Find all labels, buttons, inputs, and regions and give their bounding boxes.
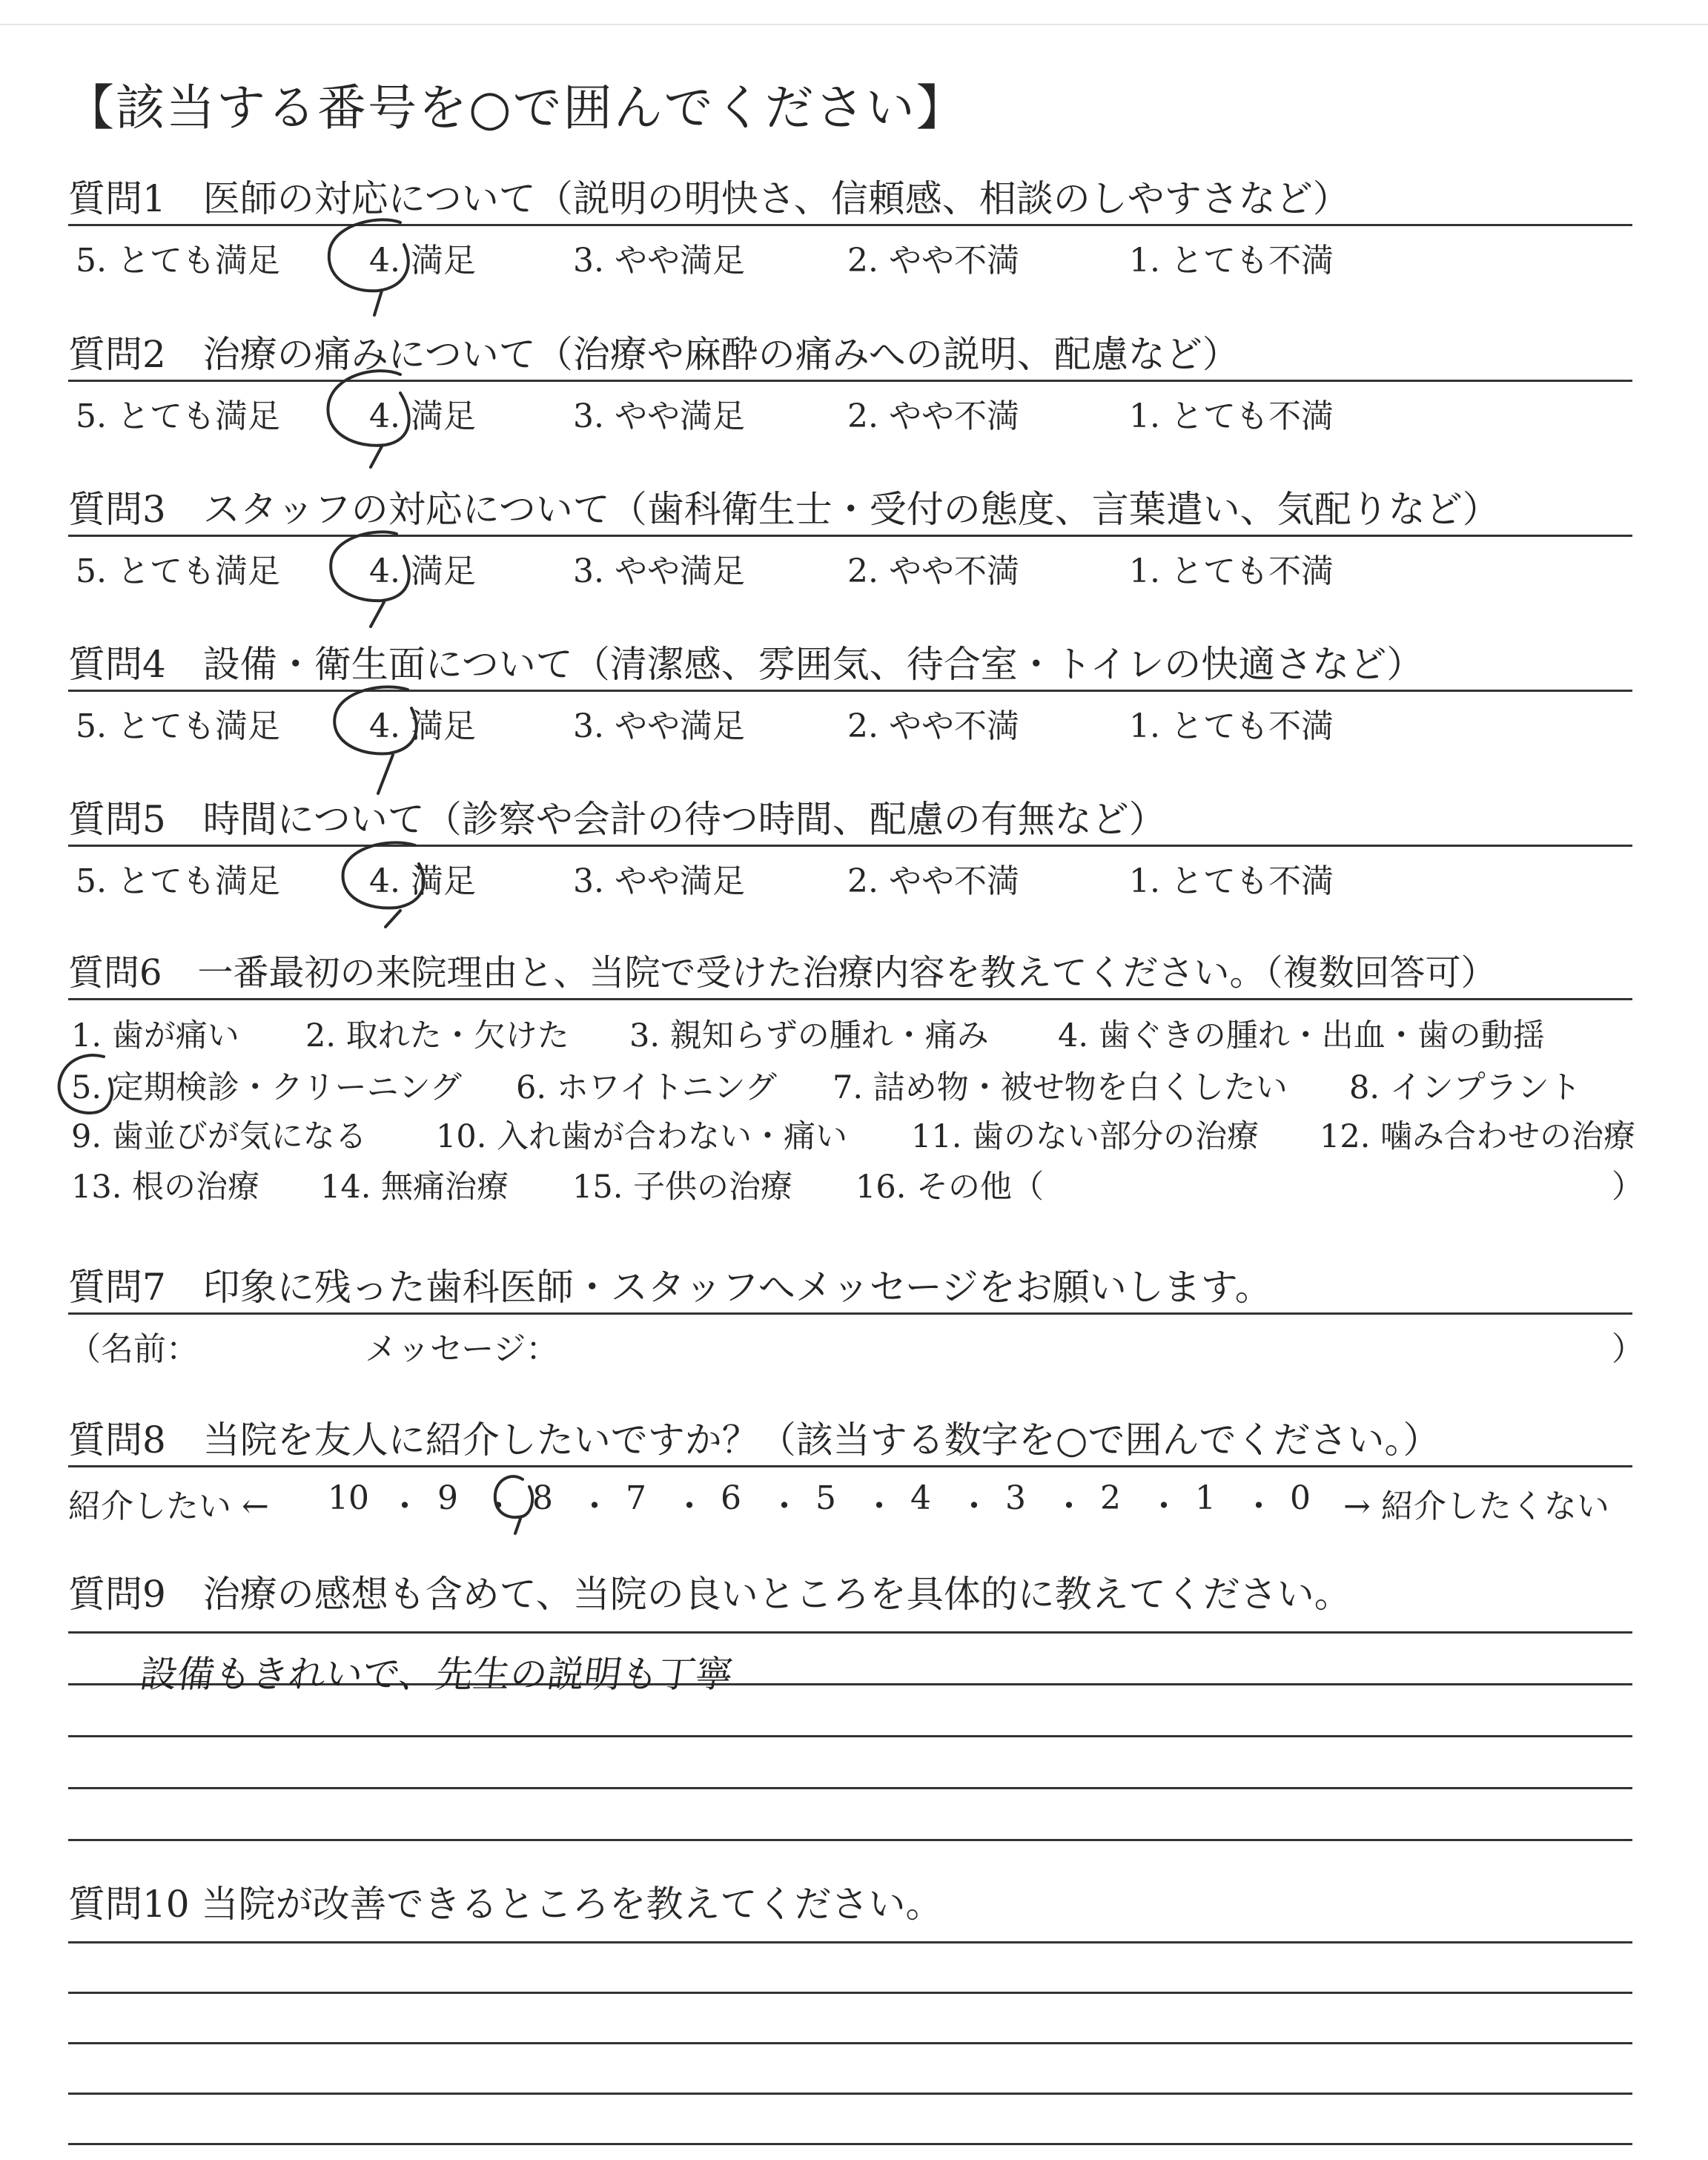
page-top-rule: [0, 24, 1708, 25]
option-2[interactable]: 2. やや不満: [847, 397, 1019, 435]
reason-option[interactable]: 10. 入れ歯が合わない・痛い: [436, 1118, 848, 1155]
question-title: 質問6 一番最初の来院理由と、当院で受けた治療内容を教えてください。（複数回答可）: [68, 952, 1497, 994]
question-10: [68, 1880, 1632, 1928]
answer-line: [68, 2093, 1632, 2095]
reason-option[interactable]: 6. ホワイトニング: [516, 1069, 777, 1106]
option-1[interactable]: 1. とても不満: [1129, 552, 1334, 590]
answer-line: [68, 1631, 1632, 1634]
scale-value-4[interactable]: 4: [910, 1479, 931, 1517]
question-title: 質問5 時間について（診察や会計の待つ時間、配慮の有無など）: [68, 798, 1166, 841]
scale-value-6[interactable]: 6: [721, 1479, 741, 1517]
option-4[interactable]: 4. 満足: [369, 862, 476, 900]
message-close-paren: ）: [1612, 1330, 1644, 1368]
reason-option[interactable]: 15. 子供の治療: [572, 1169, 793, 1206]
question-title: 質問8 当院を友人に紹介したいですか？（該当する数字を○で囲んでください。）: [68, 1418, 1440, 1462]
scale-sep: ・: [388, 1487, 421, 1525]
question-title: 質問2 治療の痛みについて（治療や麻酔の痛みへの説明、配慮など）: [68, 333, 1239, 376]
option-5[interactable]: 5. とても満足: [76, 397, 280, 435]
option-5[interactable]: 5. とても満足: [76, 862, 280, 900]
option-2[interactable]: 2. やや不満: [847, 862, 1019, 900]
answer-line: [68, 1735, 1632, 1737]
option-3[interactable]: 3. やや満足: [573, 242, 745, 280]
option-3[interactable]: 3. やや満足: [573, 707, 745, 745]
scale-value-3[interactable]: 3: [1005, 1479, 1026, 1517]
question-6: [68, 949, 1644, 1208]
rating-options: [68, 847, 1632, 900]
question-8: [68, 1416, 1632, 1524]
scale-value-0[interactable]: 0: [1290, 1479, 1311, 1517]
question-title: 質問1 医師の対応について（説明の明快さ、信頼感、相談のしやすさなど）: [68, 177, 1350, 220]
option-1[interactable]: 1. とても不満: [1129, 242, 1334, 280]
recommend-scale: [68, 1467, 1632, 1524]
handwritten-answer: 設備もきれいで、先生の説明も丁寧: [137, 1653, 736, 1696]
reason-options: [68, 1000, 1644, 1208]
question-9: [68, 1571, 1632, 1618]
option-1[interactable]: 1. とても不満: [1129, 707, 1334, 745]
scale-sep: ・: [673, 1487, 706, 1525]
option-3[interactable]: 3. やや満足: [573, 552, 745, 590]
reason-option[interactable]: 2. 取れた・欠けた: [305, 1017, 569, 1054]
question-2: [68, 331, 1632, 435]
reason-option[interactable]: 8. インプラント: [1349, 1069, 1581, 1106]
option-4[interactable]: 4. 満足: [369, 397, 476, 435]
name-label: （名前：: [68, 1330, 199, 1368]
scale-sep: ・: [1053, 1487, 1085, 1525]
scale-sep: ・: [1148, 1487, 1180, 1525]
scale-sep: ・: [482, 1487, 514, 1525]
option-4[interactable]: 4. 満足: [369, 242, 476, 280]
reason-option[interactable]: 1. 歯が痛い: [71, 1017, 239, 1054]
question-title: 質問10 当院が改善できるところを教えてください。: [68, 1883, 943, 1926]
reason-option[interactable]: 3. 親知らずの腫れ・痛み: [629, 1017, 989, 1054]
scale-value-5[interactable]: 5: [815, 1479, 836, 1517]
reason-option[interactable]: 9. 歯並びが気になる: [71, 1118, 367, 1155]
option-3[interactable]: 3. やや満足: [573, 862, 745, 900]
reason-option[interactable]: 5. 定期検診・クリーニング: [71, 1069, 462, 1106]
scale-sep: ・: [768, 1487, 801, 1525]
question-title: 質問9 治療の感想も含めて、当院の良いところを具体的に教えてください。: [68, 1573, 1351, 1616]
instruction-heading: 【該当する番号を○で囲んでください】: [65, 79, 967, 136]
reason-option[interactable]: 4. 歯ぐきの腫れ・出血・歯の動揺: [1058, 1017, 1545, 1054]
scale-sep: ・: [578, 1487, 611, 1525]
question-title: 質問3 スタッフの対応について（歯科衛生士・受付の態度、言葉遣い、気配りなど）: [68, 488, 1500, 531]
rating-options: [68, 382, 1632, 435]
scale-value-9[interactable]: 9: [437, 1479, 458, 1517]
scale-value-1[interactable]: 1: [1195, 1479, 1216, 1517]
question-5: [68, 796, 1632, 900]
option-5[interactable]: 5. とても満足: [76, 242, 280, 280]
rating-options: [68, 226, 1632, 280]
option-2[interactable]: 2. やや不満: [847, 552, 1019, 590]
scale-value-10[interactable]: 10: [328, 1479, 369, 1517]
scale-value-2[interactable]: 2: [1100, 1479, 1121, 1517]
message-fields: [68, 1315, 1644, 1368]
other-close-paren: ）: [1612, 1169, 1644, 1206]
option-1[interactable]: 1. とても不満: [1129, 397, 1334, 435]
question-1: [68, 175, 1632, 280]
option-4[interactable]: 4. 満足: [369, 707, 476, 745]
answer-line: [68, 1787, 1632, 1789]
option-3[interactable]: 3. やや満足: [573, 397, 745, 435]
reason-option[interactable]: 13. 根の治療: [71, 1169, 260, 1206]
option-2[interactable]: 2. やや不満: [847, 707, 1019, 745]
option-5[interactable]: 5. とても満足: [76, 707, 280, 745]
option-4[interactable]: 4. 満足: [369, 552, 476, 590]
option-1[interactable]: 1. とても不満: [1129, 862, 1334, 900]
message-label: メッセージ：: [365, 1330, 559, 1368]
answer-line: [68, 2042, 1632, 2044]
scale-value-7[interactable]: 7: [626, 1479, 646, 1517]
question-4: [68, 641, 1632, 745]
reason-option[interactable]: 14. 無痛治療: [320, 1169, 509, 1206]
reason-option[interactable]: 11. 歯のない部分の治療: [911, 1118, 1260, 1155]
reason-option[interactable]: 7. 詰め物・被せ物を白くしたい: [833, 1069, 1288, 1106]
scale-left-label: 紹介したい ←: [68, 1487, 269, 1525]
answer-line: [68, 2143, 1632, 2145]
scale-value-8[interactable]: 8: [532, 1479, 553, 1517]
scale-sep: ・: [1242, 1487, 1275, 1525]
question-3: [68, 486, 1632, 590]
answer-line: [68, 1992, 1632, 1994]
option-5[interactable]: 5. とても満足: [76, 552, 280, 590]
rating-options: [68, 692, 1632, 745]
answer-line: [68, 1839, 1632, 1841]
rating-options: [68, 537, 1632, 590]
option-2[interactable]: 2. やや不満: [847, 242, 1019, 280]
scale-right-label: → 紹介したくない: [1343, 1487, 1609, 1525]
scale-sep: ・: [958, 1487, 990, 1525]
scale-sep: ・: [863, 1487, 896, 1525]
reason-option-other[interactable]: 16. その他（: [855, 1169, 1045, 1206]
question-7: [68, 1264, 1644, 1368]
question-title: 質問7 印象に残った歯科医師・スタッフへメッセージをお願いします。: [68, 1266, 1272, 1309]
reason-option[interactable]: 12. 噛み合わせの治療: [1320, 1118, 1636, 1155]
answer-line: [68, 1941, 1632, 1943]
question-title: 質問4 設備・衛生面について（清潔感、雰囲気、待合室・トイレの快適さなど）: [68, 643, 1424, 686]
